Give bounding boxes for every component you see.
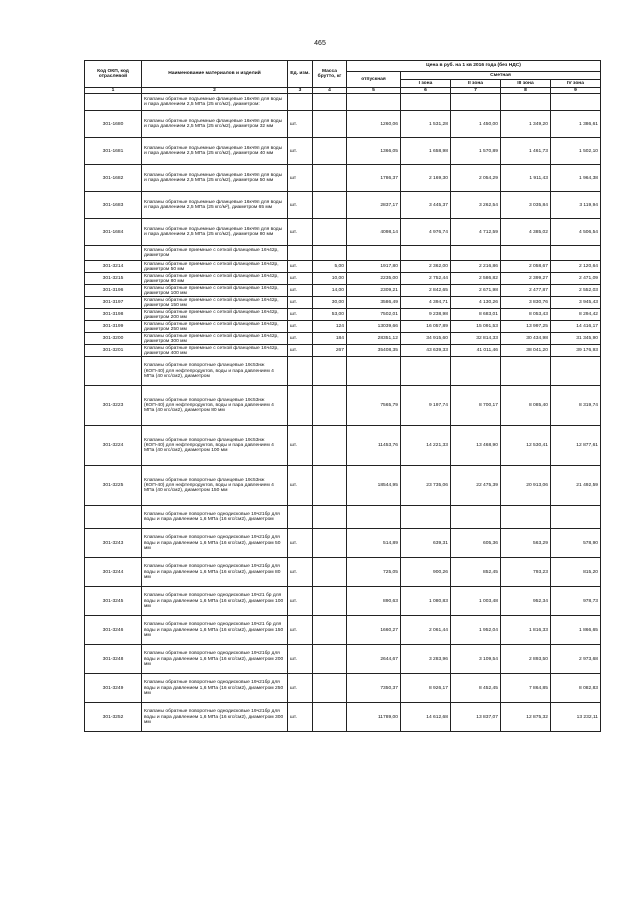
item-unit <box>288 506 313 529</box>
item-code: 301-3214 <box>85 261 142 273</box>
item-unit: шт. <box>288 674 313 703</box>
zone-1-price: 4 394,71 <box>401 297 451 309</box>
zone-4-price: 14 416,17 <box>551 321 601 333</box>
table-row <box>85 558 601 587</box>
table-row <box>85 297 601 309</box>
table-row <box>85 645 601 674</box>
item-code: 301-3249 <box>85 674 142 703</box>
zone-4-price <box>551 94 601 111</box>
item-mass: 267 <box>313 345 347 357</box>
item-name: Клапаны обратные поворотные фланцевые 19с53нж (КОП-40) для нефтепродуктов, воды и пара давлением 4 МПа (40 кгс/см2), диаметром <box>142 357 288 386</box>
item-name: Клапаны обратные подъемные фланцевые 16кч9п для воды и пара давлением 2,5 МПа (25 кгс/м2), диаметром: <box>142 94 288 111</box>
item-code: 301-1680 <box>85 111 142 138</box>
zone-4-price: 815,20 <box>551 558 601 587</box>
item-code <box>85 506 142 529</box>
item-name: Клапаны обратные приемные с сеткой фланцевые 16ч42р, диаметром 300 мм <box>142 333 288 345</box>
group-row <box>85 357 601 386</box>
zone-1-price: 16 057,89 <box>401 321 451 333</box>
zone-1-price: 9 238,98 <box>401 309 451 321</box>
zone-1-price: 639,31 <box>401 529 451 558</box>
zone-1-price: 8 926,17 <box>401 674 451 703</box>
item-unit: шт. <box>288 309 313 321</box>
zone-3-price: 952,34 <box>501 587 551 616</box>
item-code <box>85 357 142 386</box>
zone-3-price: 2 893,50 <box>501 645 551 674</box>
item-code: 301-3224 <box>85 426 142 466</box>
column-number: 9 <box>551 88 601 94</box>
header-price-title: Цена в руб. на 1 кв 2016 года (без НДС) <box>347 61 601 72</box>
item-name: Клапаны обратные поворотные фланцевые 19с53нж (КОП-40) для нефтепродуктов, воды и пара давлением 4 МПа (40 кгс/см2), диаметром 100 мм <box>142 426 288 466</box>
table-row <box>85 386 601 426</box>
zone-1-price: 2 061,44 <box>401 616 451 645</box>
item-mass <box>313 529 347 558</box>
item-unit: шт. <box>288 529 313 558</box>
zone-1-price: 1 531,28 <box>401 111 451 138</box>
table-row <box>85 703 601 732</box>
item-code: 301-1682 <box>85 165 142 192</box>
zone-3-price: 793,23 <box>501 558 551 587</box>
zone-3-price: 563,29 <box>501 529 551 558</box>
group-row <box>85 246 601 261</box>
zone-4-price: 8 294,42 <box>551 309 601 321</box>
zone-1-price: 2 752,44 <box>401 273 451 285</box>
zone-1-price <box>401 94 451 111</box>
table-row <box>85 273 601 285</box>
release-price: 7502,01 <box>347 309 401 321</box>
release-price: 3586,49 <box>347 297 401 309</box>
zone-1-price: 34 915,60 <box>401 333 451 345</box>
table-row <box>85 219 601 246</box>
zone-3-price: 7 864,85 <box>501 674 551 703</box>
zone-2-price: 4 130,26 <box>451 297 501 309</box>
item-code: 301-1683 <box>85 192 142 219</box>
item-unit <box>288 94 313 111</box>
zone-4-price: 13 232,11 <box>551 703 601 732</box>
zone-4-price: 8 319,74 <box>551 386 601 426</box>
item-unit <box>288 357 313 386</box>
release-price: 2644,67 <box>347 645 401 674</box>
item-name: Клапаны обратные подъемные фланцевые 16кч9п для воды и пара давлением 2,5 МПа (25 кгс/м²), диаметром 65 мм <box>142 192 288 219</box>
zone-1-price: 9 197,74 <box>401 386 451 426</box>
item-mass <box>313 426 347 466</box>
header-estimated-price: Сметная <box>401 72 601 80</box>
release-price: 11789,00 <box>347 703 401 732</box>
zone-3-price: 2 399,27 <box>501 273 551 285</box>
release-price: 7565,79 <box>347 386 401 426</box>
zone-2-price <box>451 246 501 261</box>
zone-2-price: 852,45 <box>451 558 501 587</box>
zone-4-price <box>551 246 601 261</box>
item-mass <box>313 138 347 165</box>
item-mass <box>313 94 347 111</box>
zone-3-price: 8 053,43 <box>501 309 551 321</box>
table-row <box>85 529 601 558</box>
item-name: Клапаны обратные подъемные фланцевые 16кч9п для воды и пара давлением 2,5 МПа (25 кгс/м2), диаметром 32 мм <box>142 111 288 138</box>
table-row <box>85 466 601 506</box>
release-price: 1260,06 <box>347 111 401 138</box>
item-mass <box>313 587 347 616</box>
zone-2-price: 13 837,07 <box>451 703 501 732</box>
item-code <box>85 246 142 261</box>
item-mass: 10,00 <box>313 273 347 285</box>
item-name: Клапаны обратные поворотные однодисковые 19ч21бр для воды и пара давлением 1,6 МПа (16 кгс/см2), диаметром 300 мм <box>142 703 288 732</box>
table-row <box>85 674 601 703</box>
item-unit: шт. <box>288 261 313 273</box>
item-code: 301-3248 <box>85 645 142 674</box>
item-code: 301-3244 <box>85 558 142 587</box>
item-mass: 5,00 <box>313 261 347 273</box>
item-name: Клапаны обратные поворотные фланцевые 19с53нж (КОП-40) для нефтепродуктов, воды и пара давлением 4 МПа (40 кгс/см2), диаметром 80 мм <box>142 386 288 426</box>
column-number: 7 <box>451 88 501 94</box>
release-price: 4098,14 <box>347 219 401 246</box>
zone-3-price: 2 058,67 <box>501 261 551 273</box>
header-zone-2: II зона <box>451 80 501 88</box>
item-unit: шт. <box>288 111 313 138</box>
zone-4-price: 12 877,61 <box>551 426 601 466</box>
table-row <box>85 616 601 645</box>
item-name: Клапаны обратные подъемные фланцевые 16кч9п для воды и пара давлением 2,5 МПа (25 кгс/м2), диаметром 80 мм <box>142 219 288 246</box>
item-name: Клапаны обратные поворотные однодисковые 19ч21 бр для воды и пара давлением 1,6 МПа (16 кгс/см2), диаметром 100 мм <box>142 587 288 616</box>
item-mass: 184 <box>313 333 347 345</box>
zone-4-price: 39 176,93 <box>551 345 601 357</box>
zone-3-price: 1 816,33 <box>501 616 551 645</box>
item-name: Клапаны обратные поворотные фланцевые 19с53нж (КОП-40) для нефтепродуктов, воды и пара давлением 4 МПа (40 кгс/см2), диаметром 150 мм <box>142 466 288 506</box>
zone-2-price: 2 671,98 <box>451 285 501 297</box>
item-code: 301-3200 <box>85 333 142 345</box>
item-name: Клапаны обратные поворотные однодисковые 19ч21бр для воды и пара давлением 1,6 МПа (16 кгс/см2), диаметром 80 мм <box>142 558 288 587</box>
item-mass <box>313 558 347 587</box>
item-code: 301-3215 <box>85 273 142 285</box>
item-name: Клапаны обратные поворотные однодисковые 19ч21бр для воды и пара давлением 1,6 МПа (16 кгс/см2), диаметром 250 мм <box>142 674 288 703</box>
item-code: 301-3246 <box>85 616 142 645</box>
zone-4-price: 2 471,09 <box>551 273 601 285</box>
zone-3-price: 1 461,73 <box>501 138 551 165</box>
item-name: Клапаны обратные подъемные фланцевые 16кч9п для воды и пара давлением 2,5 МПа (25 кгс/м2), диаметром 50 мм <box>142 165 288 192</box>
zone-2-price: 2 586,82 <box>451 273 501 285</box>
release-price: 2309,21 <box>347 285 401 297</box>
item-mass <box>313 219 347 246</box>
zone-1-price: 14 612,68 <box>401 703 451 732</box>
table-row <box>85 165 601 192</box>
zone-3-price: 12 530,41 <box>501 426 551 466</box>
item-mass: 124 <box>313 321 347 333</box>
zone-1-price: 43 639,33 <box>401 345 451 357</box>
release-price: 514,89 <box>347 529 401 558</box>
item-unit: шт. <box>288 219 313 246</box>
item-code: 301-3223 <box>85 386 142 426</box>
item-name: Клапаны обратные приемные с сеткой фланцевые 16ч42р, диаметром 50 мм <box>142 261 288 273</box>
item-mass <box>313 616 347 645</box>
zone-3-price: 8 085,40 <box>501 386 551 426</box>
release-price: 2837,17 <box>347 192 401 219</box>
item-code: 301-3196 <box>85 285 142 297</box>
zone-4-price: 1 502,10 <box>551 138 601 165</box>
item-code <box>85 94 142 111</box>
release-price <box>347 357 401 386</box>
zone-2-price: 13 468,90 <box>451 426 501 466</box>
zone-3-price: 1 911,43 <box>501 165 551 192</box>
item-unit: шт. <box>288 466 313 506</box>
table-row <box>85 261 601 273</box>
zone-3-price <box>501 357 551 386</box>
item-name: Клапаны обратные поворотные однодисковые 19ч21 бр для воды и пара давлением 1,6 МПа (16 кгс/см2), диаметром 150 мм <box>142 616 288 645</box>
item-unit: шт <box>288 165 313 192</box>
zone-2-price: 4 712,59 <box>451 219 501 246</box>
zone-4-price <box>551 357 601 386</box>
item-name: Клапаны обратные приемные с сеткой фланцевые 16ч42р, диаметром 150 мм <box>142 297 288 309</box>
release-price: 35408,35 <box>347 345 401 357</box>
column-number: 3 <box>288 88 313 94</box>
item-unit: шт. <box>288 273 313 285</box>
zone-3-price: 3 830,76 <box>501 297 551 309</box>
zone-2-price: 1 003,48 <box>451 587 501 616</box>
item-mass <box>313 246 347 261</box>
item-mass <box>313 645 347 674</box>
release-price: 18544,95 <box>347 466 401 506</box>
item-unit: шт. <box>288 558 313 587</box>
zone-4-price: 978,73 <box>551 587 601 616</box>
item-mass <box>313 506 347 529</box>
header-unit: Ед. изм. <box>288 61 313 88</box>
zone-2-price: 2 216,86 <box>451 261 501 273</box>
zone-2-price: 1 952,04 <box>451 616 501 645</box>
zone-2-price <box>451 357 501 386</box>
item-name: Клапаны обратные поворотные однодисковые 19ч21бр для воды и пара давлением 1,6 МПа (16 кгс/см2), диаметром <box>142 506 288 529</box>
column-number: 6 <box>401 88 451 94</box>
release-price: 2235,00 <box>347 273 401 285</box>
release-price: 1786,37 <box>347 165 401 192</box>
zone-1-price: 3 445,37 <box>401 192 451 219</box>
release-price: 7350,37 <box>347 674 401 703</box>
table-row <box>85 321 601 333</box>
item-name: Клапаны обратные приемные с сеткой фланцевые 16ч42р, диаметром <box>142 246 288 261</box>
zone-3-price <box>501 94 551 111</box>
release-price: 13039,66 <box>347 321 401 333</box>
item-name: Клапаны обратные приемные с сеткой фланцевые 16ч42р, диаметром 400 мм <box>142 345 288 357</box>
zone-2-price: 3 109,54 <box>451 645 501 674</box>
header-code: Код ОКП, код отраслевой <box>85 61 142 88</box>
item-name: Клапаны обратные поворотные однодисковые 19ч21бр для воды и пара давлением 1,6 МПа (16 кгс/см2), диаметром 200 мм <box>142 645 288 674</box>
zone-2-price: 8 683,01 <box>451 309 501 321</box>
zone-2-price: 3 262,54 <box>451 192 501 219</box>
item-mass <box>313 386 347 426</box>
release-price: 1366,05 <box>347 138 401 165</box>
zone-1-price: 2 362,00 <box>401 261 451 273</box>
item-mass <box>313 466 347 506</box>
column-number: 5 <box>347 88 401 94</box>
table-row <box>85 111 601 138</box>
zone-4-price: 4 506,54 <box>551 219 601 246</box>
item-unit: шт. <box>288 703 313 732</box>
item-unit: шт. <box>288 138 313 165</box>
zone-2-price: 15 091,53 <box>451 321 501 333</box>
zone-1-price: 1 658,98 <box>401 138 451 165</box>
column-number: 4 <box>313 88 347 94</box>
item-name: Клапаны обратные приемные с сеткой фланцевые 16ч42р, диаметром 100 мм <box>142 285 288 297</box>
zone-1-price: 14 221,33 <box>401 426 451 466</box>
zone-1-price: 2 169,30 <box>401 165 451 192</box>
zone-4-price: 21 492,59 <box>551 466 601 506</box>
zone-2-price: 8 452,45 <box>451 674 501 703</box>
zone-3-price: 2 477,87 <box>501 285 551 297</box>
zone-4-price: 2 120,64 <box>551 261 601 273</box>
item-mass <box>313 165 347 192</box>
zone-4-price: 3 119,94 <box>551 192 601 219</box>
item-name: Клапаны обратные поворотные однодисковые 19ч21бр для воды и пара давлением 1,6 МПа (16 кгс/см2), диаметром 50 мм <box>142 529 288 558</box>
column-number: 2 <box>142 88 288 94</box>
zone-3-price: 20 913,06 <box>501 466 551 506</box>
item-unit: шт. <box>288 426 313 466</box>
item-code: 301-3199 <box>85 321 142 333</box>
release-price: 725,05 <box>347 558 401 587</box>
zone-3-price: 30 434,98 <box>501 333 551 345</box>
item-name: Клапаны обратные приемные с сеткой фланцевые 16ч42р, диаметром 200 мм <box>142 309 288 321</box>
release-price <box>347 94 401 111</box>
zone-2-price: 1 450,00 <box>451 111 501 138</box>
zone-4-price: 1 386,61 <box>551 111 601 138</box>
zone-4-price: 1 964,38 <box>551 165 601 192</box>
table-row <box>85 333 601 345</box>
table-row <box>85 285 601 297</box>
zone-2-price: 32 814,33 <box>451 333 501 345</box>
header-zone-4: IV зона <box>551 80 601 88</box>
zone-3-price: 1 349,20 <box>501 111 551 138</box>
header-mass: Масса брутто, кг <box>313 61 347 88</box>
zone-1-price: 3 283,96 <box>401 645 451 674</box>
zone-1-price <box>401 246 451 261</box>
zone-1-price: 1 080,83 <box>401 587 451 616</box>
release-price: 28351,12 <box>347 333 401 345</box>
zone-2-price: 605,36 <box>451 529 501 558</box>
header-name: Наименование материалов и изделий <box>142 61 288 88</box>
table-row <box>85 192 601 219</box>
column-number: 8 <box>501 88 551 94</box>
item-unit: шт. <box>288 297 313 309</box>
item-code: 301-3201 <box>85 345 142 357</box>
zone-3-price: 12 875,32 <box>501 703 551 732</box>
release-price <box>347 246 401 261</box>
group-row <box>85 94 601 111</box>
zone-2-price: 1 570,89 <box>451 138 501 165</box>
zone-1-price: 4 976,74 <box>401 219 451 246</box>
zone-4-price: 2 973,68 <box>551 645 601 674</box>
item-code: 301-3252 <box>85 703 142 732</box>
item-code: 301-3243 <box>85 529 142 558</box>
table-body <box>85 94 601 732</box>
zone-1-price: 23 735,06 <box>401 466 451 506</box>
item-mass <box>313 357 347 386</box>
zone-2-price: 22 475,39 <box>451 466 501 506</box>
release-price: 11453,76 <box>347 426 401 466</box>
header-zone-1: I зона <box>401 80 451 88</box>
zone-4-price: 2 552,03 <box>551 285 601 297</box>
table-row <box>85 345 601 357</box>
item-code: 301-3225 <box>85 466 142 506</box>
item-name: Клапаны обратные приемные с сеткой фланцевые 16ч42р, диаметром 250 мм <box>142 321 288 333</box>
header-release-price: отпускная <box>347 72 401 88</box>
item-code: 301-1681 <box>85 138 142 165</box>
item-unit: шт. <box>288 333 313 345</box>
item-name: Клапаны обратные подъемные фланцевые 16кч9п для воды и пара давлением 2,5 МПа (25 кгс/м2), диаметром 40 мм <box>142 138 288 165</box>
zone-3-price: 3 035,84 <box>501 192 551 219</box>
item-code: 301-3245 <box>85 587 142 616</box>
zone-1-price: 900,26 <box>401 558 451 587</box>
header-zone-3: III зона <box>501 80 551 88</box>
item-unit: шт. <box>288 192 313 219</box>
zone-4-price: 1 866,65 <box>551 616 601 645</box>
zone-2-price: 8 700,17 <box>451 386 501 426</box>
zone-3-price: 38 041,20 <box>501 345 551 357</box>
item-code: 301-3198 <box>85 309 142 321</box>
zone-4-price: 578,90 <box>551 529 601 558</box>
zone-3-price: 13 997,25 <box>501 321 551 333</box>
item-name: Клапаны обратные приемные с сеткой фланцевые 16ч42р, диаметром 80 мм <box>142 273 288 285</box>
zone-3-price <box>501 506 551 529</box>
table-row <box>85 309 601 321</box>
item-mass: 30,00 <box>313 297 347 309</box>
item-mass: 53,00 <box>313 309 347 321</box>
release-price: 1660,27 <box>347 616 401 645</box>
item-mass: 14,00 <box>313 285 347 297</box>
table-header <box>85 61 601 94</box>
zone-1-price <box>401 357 451 386</box>
column-number: 1 <box>85 88 142 94</box>
zone-2-price <box>451 506 501 529</box>
table-row <box>85 587 601 616</box>
item-unit <box>288 246 313 261</box>
zone-4-price: 3 945,43 <box>551 297 601 309</box>
zone-4-price: 8 082,83 <box>551 674 601 703</box>
zone-1-price <box>401 506 451 529</box>
item-unit: шт. <box>288 345 313 357</box>
item-mass <box>313 192 347 219</box>
zone-4-price <box>551 506 601 529</box>
release-price: 1917,80 <box>347 261 401 273</box>
item-mass <box>313 674 347 703</box>
zone-2-price: 41 011,46 <box>451 345 501 357</box>
item-unit: шт. <box>288 645 313 674</box>
item-unit <box>288 386 313 426</box>
item-unit: шт. <box>288 285 313 297</box>
zone-3-price: 4 385,02 <box>501 219 551 246</box>
item-code: 301-1684 <box>85 219 142 246</box>
page-number: 465 <box>314 40 326 47</box>
table-row <box>85 426 601 466</box>
release-price: 890,63 <box>347 587 401 616</box>
item-unit: шт. <box>288 587 313 616</box>
zone-2-price: 2 054,29 <box>451 165 501 192</box>
price-table <box>84 60 601 732</box>
item-unit: шт. <box>288 321 313 333</box>
group-row <box>85 506 601 529</box>
zone-1-price: 2 842,65 <box>401 285 451 297</box>
item-code: 301-3197 <box>85 297 142 309</box>
zone-3-price <box>501 246 551 261</box>
item-mass <box>313 703 347 732</box>
release-price <box>347 506 401 529</box>
table-row <box>85 138 601 165</box>
item-unit: шт. <box>288 616 313 645</box>
zone-2-price <box>451 94 501 111</box>
item-mass <box>313 111 347 138</box>
zone-4-price: 31 345,90 <box>551 333 601 345</box>
